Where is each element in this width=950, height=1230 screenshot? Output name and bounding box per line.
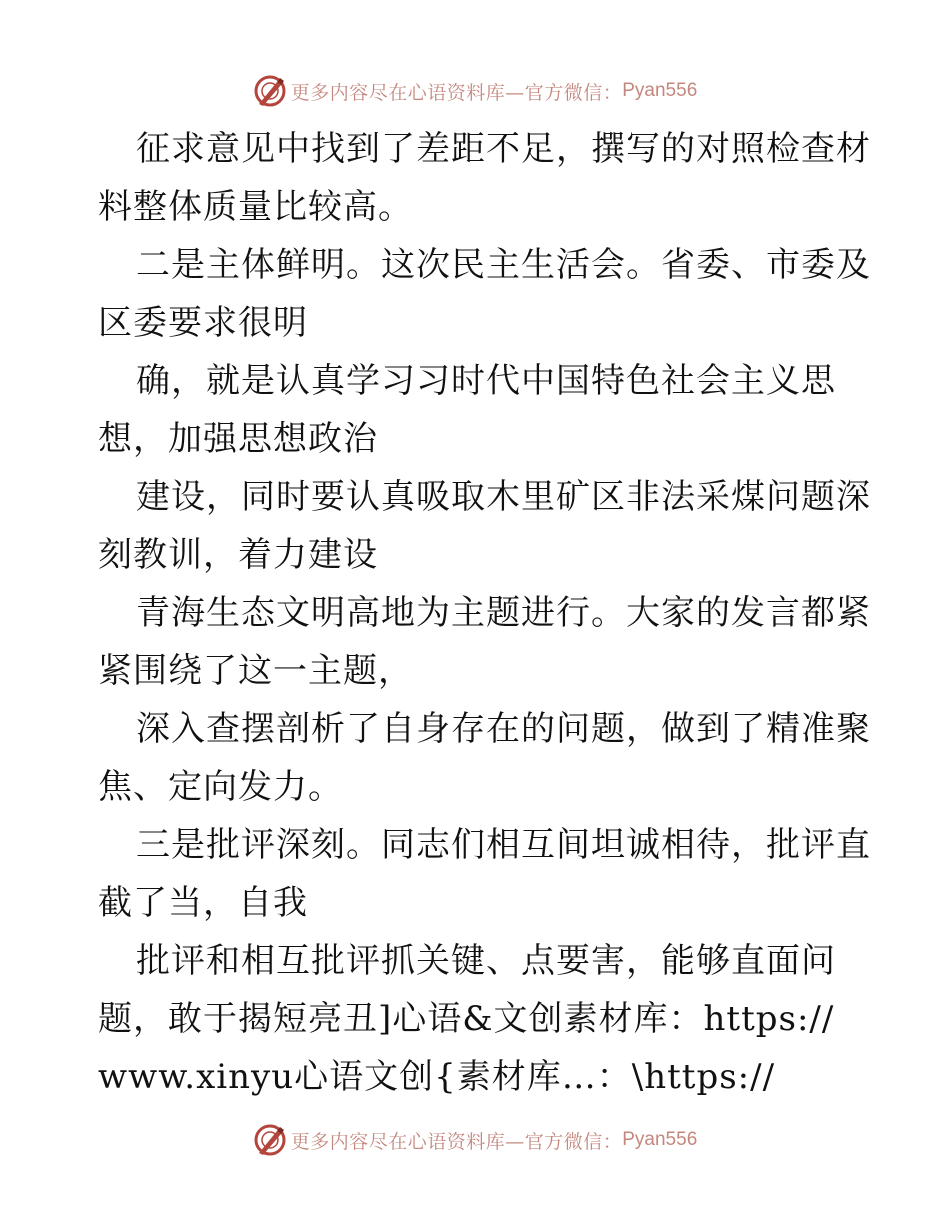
- text-line: 青海生态文明高地为主题进行。大家的发言都紧: [136, 593, 871, 633]
- text-line: www.xinyu心语文创{素材库…：\https://: [98, 1057, 776, 1097]
- text-line: 焦、定向发力。: [98, 767, 343, 807]
- text-line: 紧围绕了这一主题，: [98, 651, 413, 691]
- pen-logo-icon: [253, 74, 287, 108]
- text-line: 建设，同时要认真吸取木里矿区非法采煤问题深: [136, 477, 871, 517]
- text-line: 征求意见中找到了差距不足，撰写的对照检查材: [136, 129, 871, 169]
- text-line: 三是批评深刻。同志们相互间坦诚相待，批评直: [136, 825, 871, 865]
- footer-watermark-banner: [0, 1120, 950, 1160]
- banner-wechat-id: Pyan556: [622, 1129, 698, 1150]
- text-line: 区委要求很明: [98, 303, 308, 343]
- text-line: 深入查摆剖析了自身存在的问题，做到了精准聚: [136, 709, 871, 749]
- text-line: 确，就是认真学习习时代中国特色社会主义思: [136, 361, 836, 401]
- text-line: 料整体质量比较高。: [98, 187, 413, 227]
- header-watermark-banner: [0, 71, 950, 111]
- text-line: 刻教训，着力建设: [98, 535, 378, 575]
- document-body: [98, 120, 871, 1106]
- pen-logo-icon: [253, 1123, 287, 1157]
- text-line: 批评和相互批评抓关键、点要害，能够直面问: [136, 941, 836, 981]
- banner-text: 更多内容尽在心语资料库—官方微信：: [290, 81, 623, 104]
- text-line: 截了当，自我: [98, 883, 308, 923]
- text-line: 二是主体鲜明。这次民主生活会。省委、市委及: [136, 245, 871, 285]
- banner-text: 更多内容尽在心语资料库—官方微信：: [290, 1130, 623, 1153]
- banner-wechat-id: Pyan556: [622, 80, 698, 101]
- text-line: 题，敢于揭短亮丑]心语&文创素材库：https://: [98, 999, 835, 1039]
- text-line: 想，加强思想政治: [98, 419, 378, 459]
